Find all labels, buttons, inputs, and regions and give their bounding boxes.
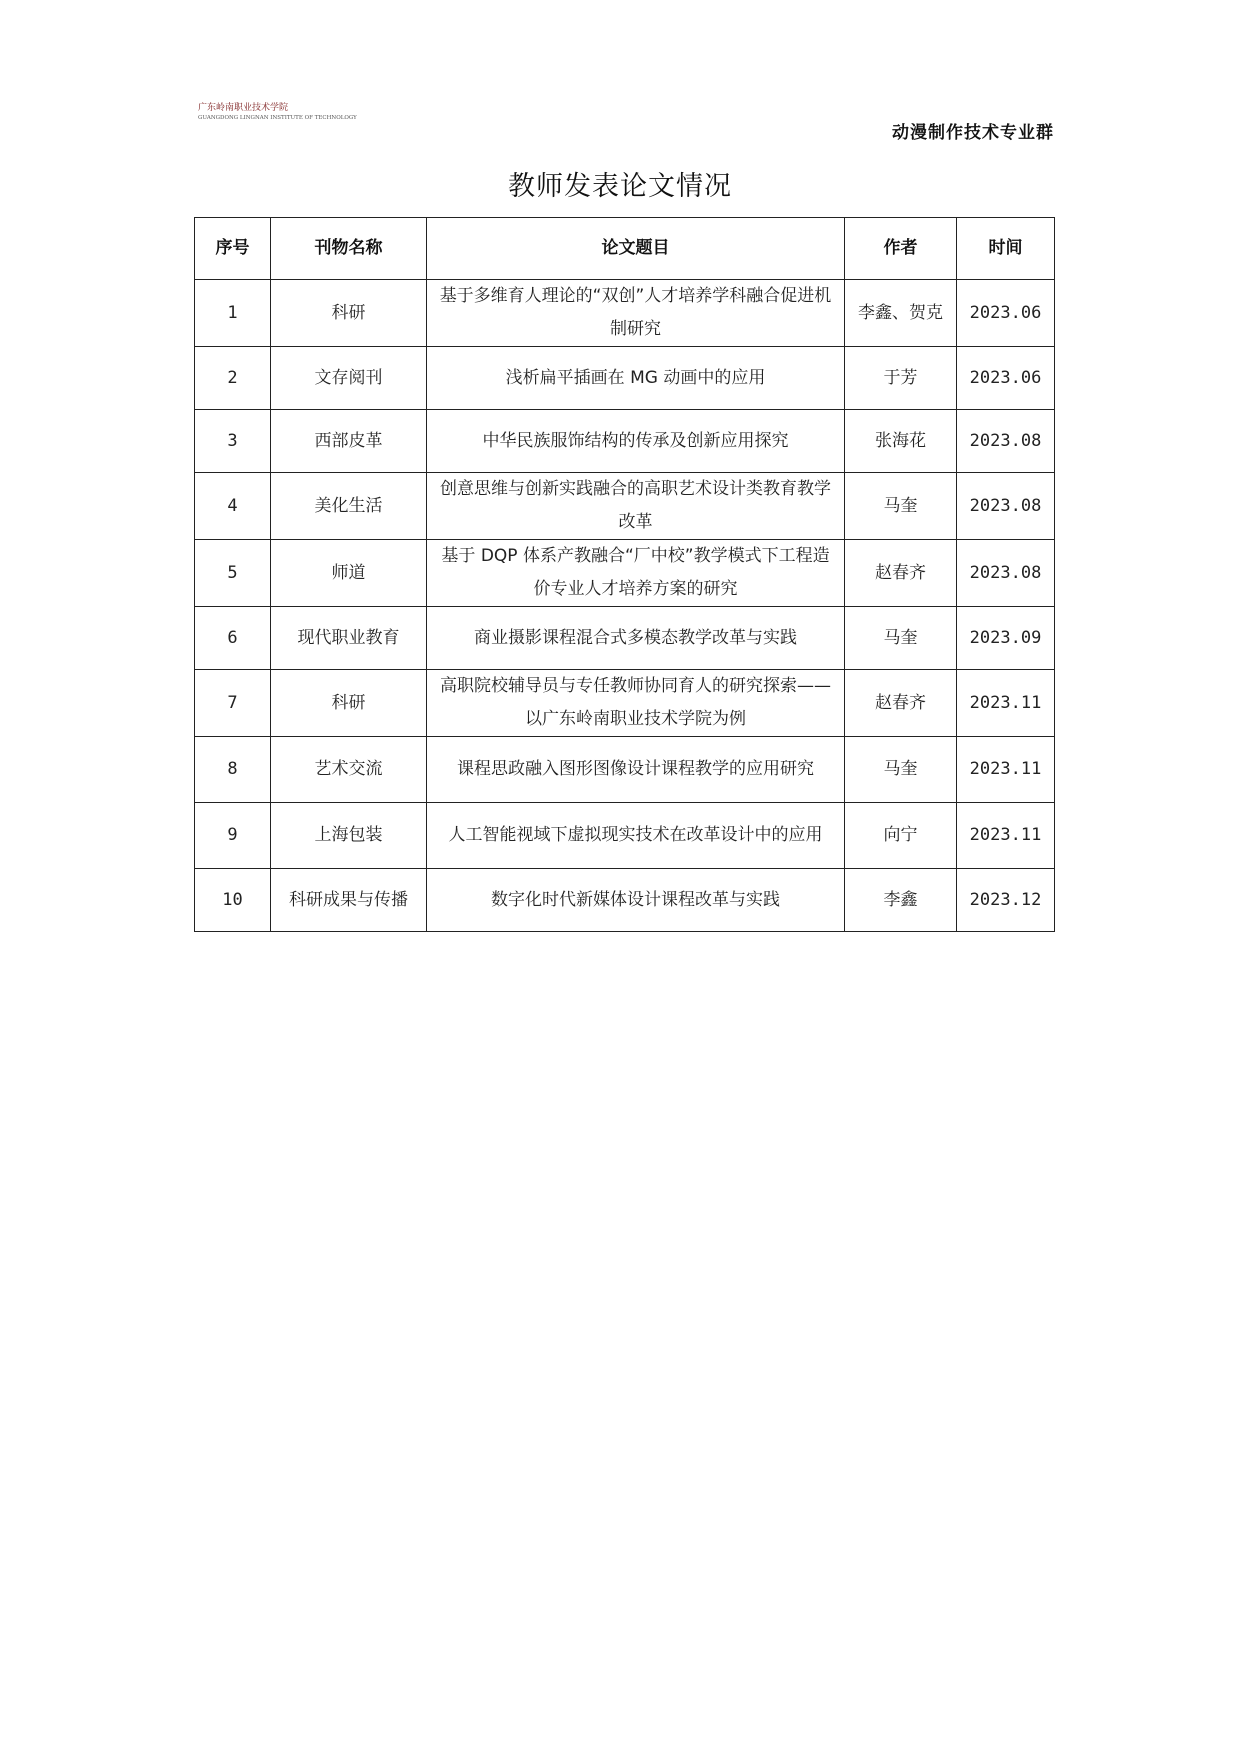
- row-date: 2023.06: [957, 347, 1055, 410]
- row-journal: 科研: [271, 280, 427, 347]
- table-row: [195, 347, 1055, 410]
- row-author: 马奎: [845, 473, 957, 540]
- header-journal: 刊物名称: [271, 218, 427, 280]
- row-paper-title: 创意思维与创新实践融合的高职艺术设计类教育教学改革: [427, 473, 845, 540]
- row-number: 8: [195, 737, 271, 803]
- row-journal: 师道: [271, 540, 427, 607]
- row-date: 2023.08: [957, 410, 1055, 473]
- row-paper-title: 中华民族服饰结构的传承及创新应用探究: [427, 410, 845, 473]
- header-number: 序号: [195, 218, 271, 280]
- row-author: 向宁: [845, 803, 957, 869]
- header-paper-title: 论文题目: [427, 218, 845, 280]
- row-date: 2023.06: [957, 280, 1055, 347]
- row-number: 10: [195, 869, 271, 932]
- row-number: 4: [195, 473, 271, 540]
- row-paper-title: 课程思政融入图形图像设计课程教学的应用研究: [427, 737, 845, 803]
- row-journal: 科研: [271, 670, 427, 737]
- row-date: 2023.09: [957, 607, 1055, 670]
- row-paper-title: 基于多维育人理论的“双创”人才培养学科融合促进机制研究: [427, 280, 845, 347]
- row-author: 张海花: [845, 410, 957, 473]
- row-author: 于芳: [845, 347, 957, 410]
- table-row: [195, 280, 1055, 347]
- row-paper-title: 数字化时代新媒体设计课程改革与实践: [427, 869, 845, 932]
- table-row: [195, 737, 1055, 803]
- row-number: 2: [195, 347, 271, 410]
- row-date: 2023.11: [957, 803, 1055, 869]
- row-paper-title: 商业摄影课程混合式多模态教学改革与实践: [427, 607, 845, 670]
- table-row: [195, 607, 1055, 670]
- page-title: 教师发表论文情况: [508, 171, 732, 202]
- header-author: 作者: [845, 218, 957, 280]
- row-date: 2023.08: [957, 540, 1055, 607]
- row-date: 2023.11: [957, 670, 1055, 737]
- row-paper-title: 浅析扁平插画在 MG 动画中的应用: [427, 347, 845, 410]
- row-date: 2023.08: [957, 473, 1055, 540]
- row-number: 6: [195, 607, 271, 670]
- row-journal: 科研成果与传播: [271, 869, 427, 932]
- table-row: [195, 540, 1055, 607]
- header-date: 时间: [957, 218, 1055, 280]
- row-author: 马奎: [845, 737, 957, 803]
- table-header-row: [195, 218, 1055, 280]
- row-number: 9: [195, 803, 271, 869]
- row-date: 2023.12: [957, 869, 1055, 932]
- row-date: 2023.11: [957, 737, 1055, 803]
- table-row: [195, 869, 1055, 932]
- table-row: [195, 473, 1055, 540]
- row-number: 1: [195, 280, 271, 347]
- row-author: 赵春齐: [845, 540, 957, 607]
- table-row: [195, 670, 1055, 737]
- row-paper-title: 基于 DQP 体系产教融合“厂中校”教学模式下工程造价专业人才培养方案的研究: [427, 540, 845, 607]
- row-author: 赵春齐: [845, 670, 957, 737]
- department-name: 动漫制作技术专业群: [892, 123, 1054, 143]
- row-number: 5: [195, 540, 271, 607]
- row-journal: 上海包装: [271, 803, 427, 869]
- row-paper-title: 人工智能视域下虚拟现实技术在改革设计中的应用: [427, 803, 845, 869]
- row-journal: 西部皮革: [271, 410, 427, 473]
- row-journal: 美化生活: [271, 473, 427, 540]
- school-logo: [192, 90, 357, 136]
- row-paper-title: 高职院校辅导员与专任教师协同育人的研究探索——以广东岭南职业技术学院为例: [427, 670, 845, 737]
- papers-table: [194, 217, 1055, 932]
- row-number: 3: [195, 410, 271, 473]
- row-author: 马奎: [845, 607, 957, 670]
- table-row: [195, 803, 1055, 869]
- row-author: 李鑫、贺克: [845, 280, 957, 347]
- row-journal: 艺术交流: [271, 737, 427, 803]
- row-journal: 现代职业教育: [271, 607, 427, 670]
- school-name-cn: 广东岭南职业技术学院: [198, 103, 289, 114]
- table-row: [195, 410, 1055, 473]
- row-author: 李鑫: [845, 869, 957, 932]
- row-journal: 文存阅刊: [271, 347, 427, 410]
- row-number: 7: [195, 670, 271, 737]
- school-name-en: GUANGDONG LINGNAN INSTITUTE OF TECHNOLOGY: [198, 115, 357, 122]
